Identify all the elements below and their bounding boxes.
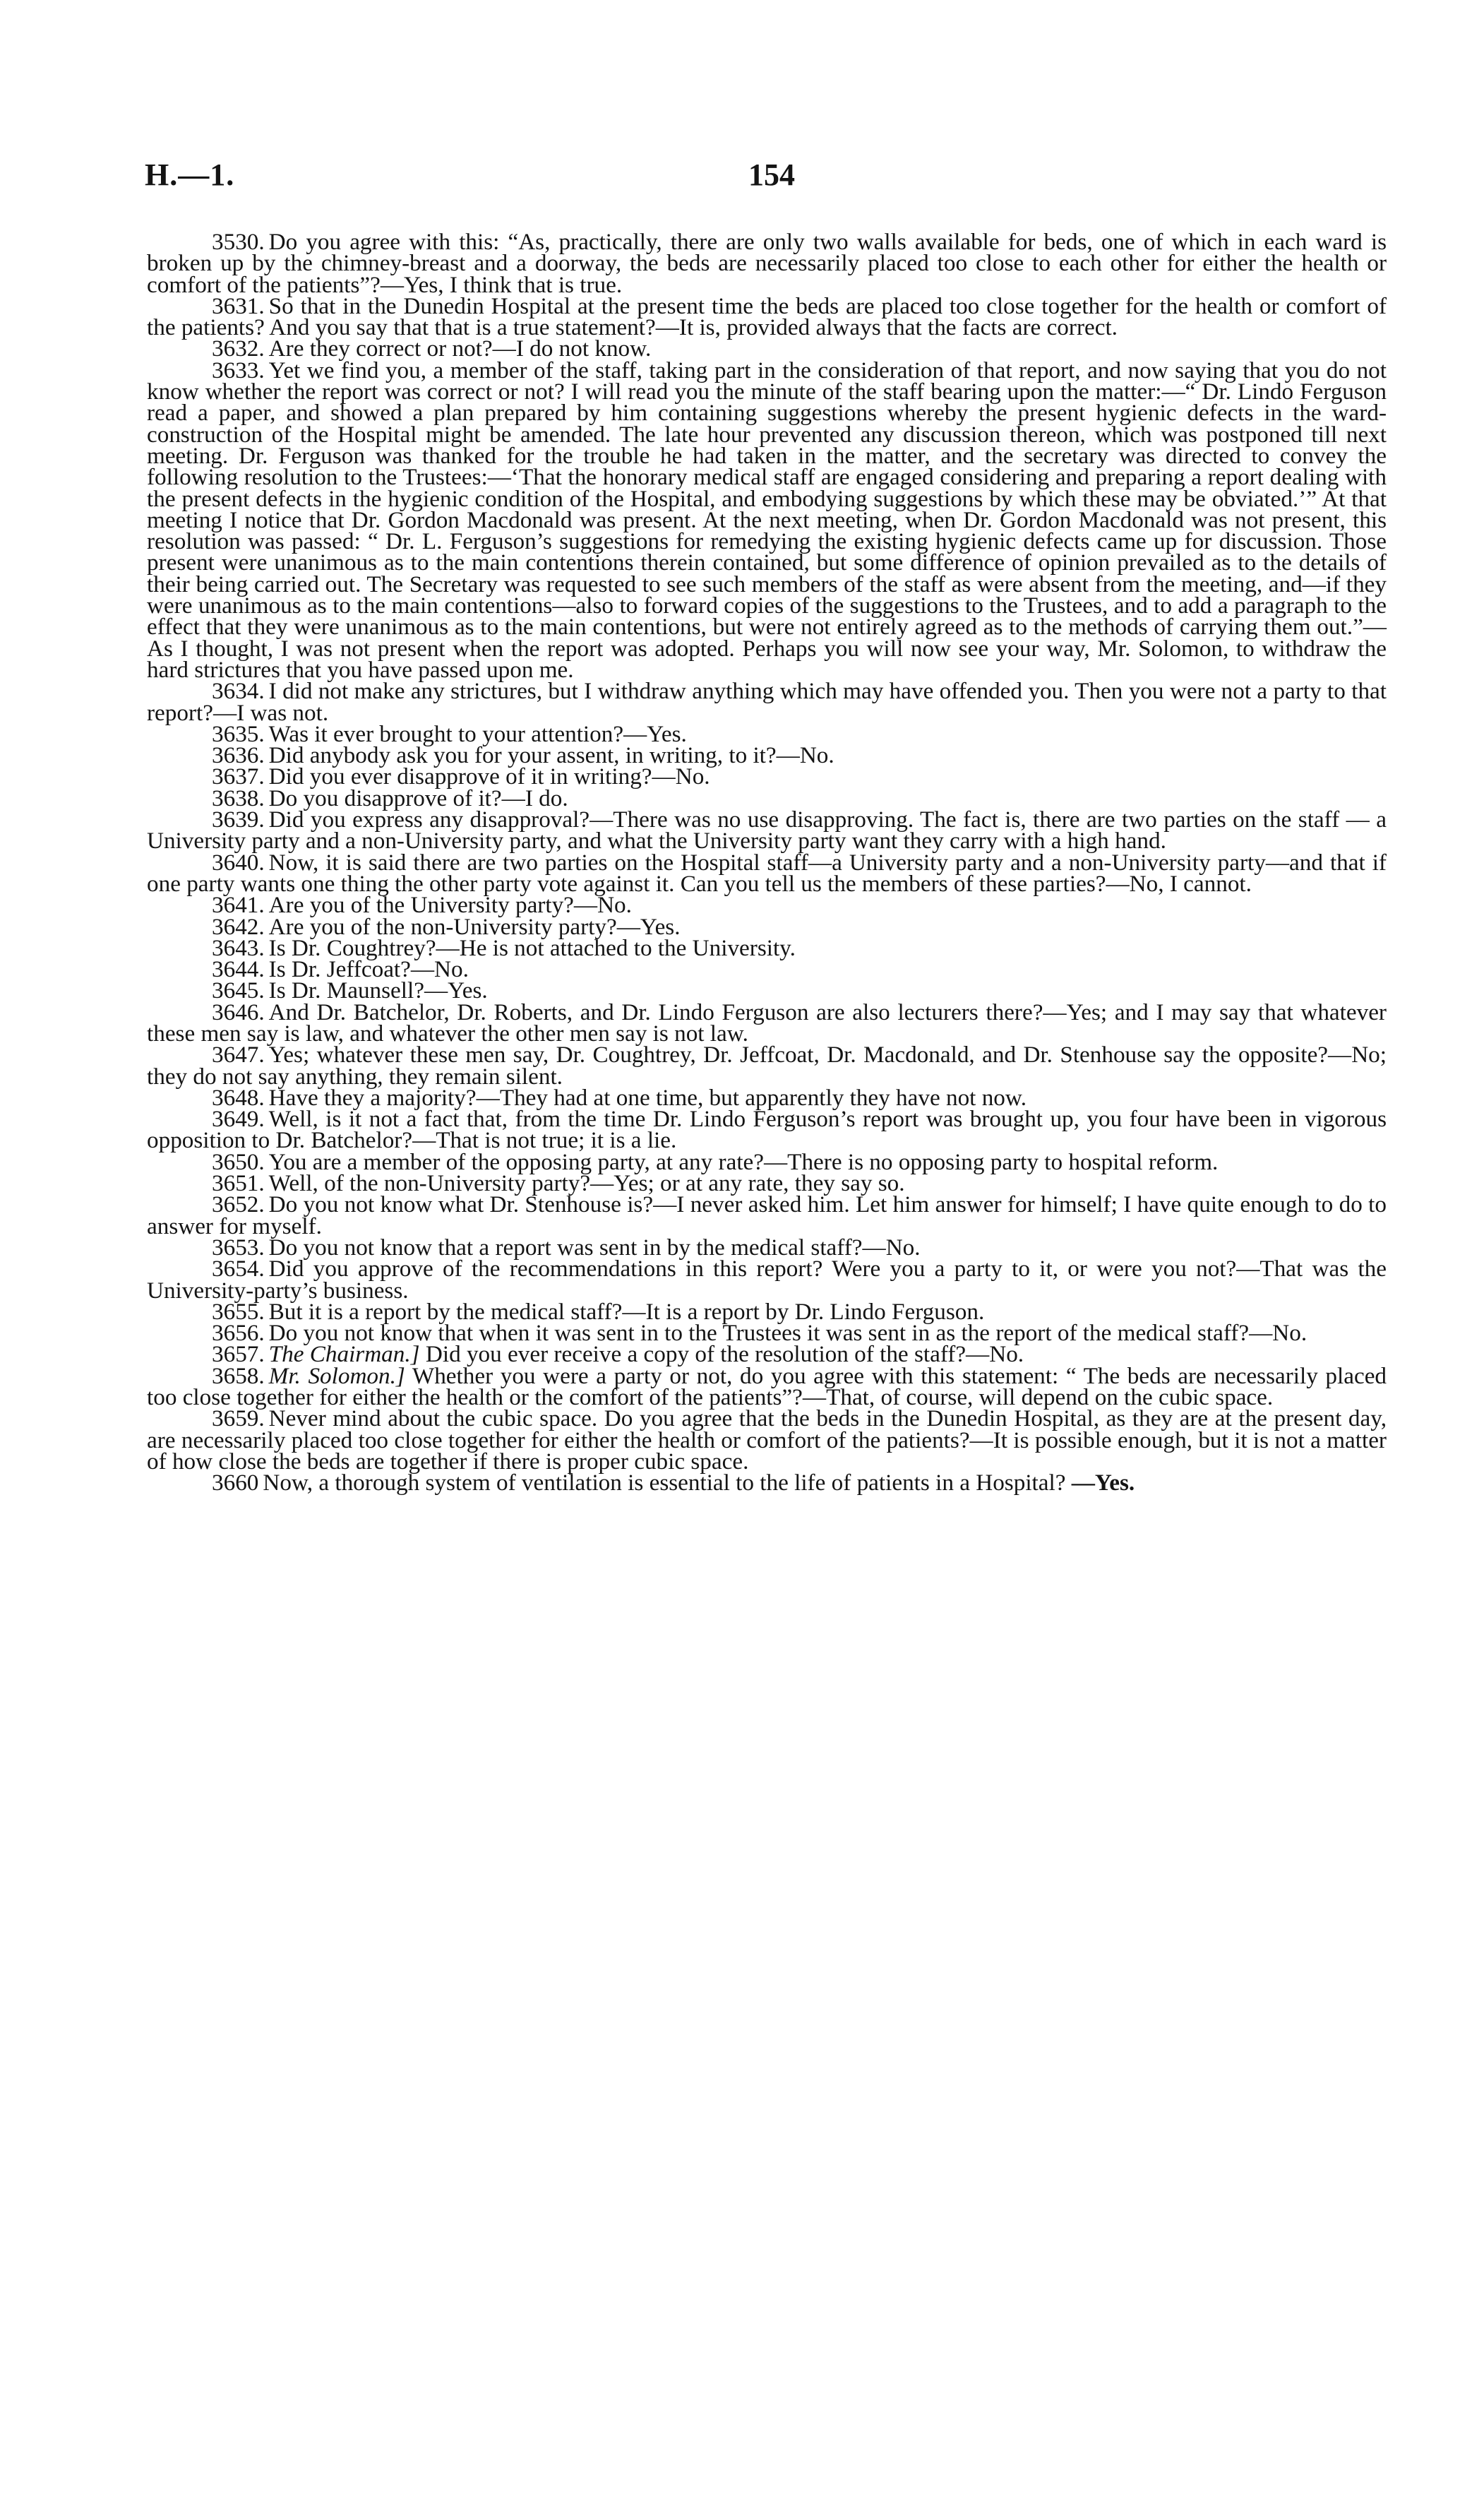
testimony-paragraph [147,357,1387,683]
question-number: 3640. [212,849,265,876]
question-answer-text: So that in the Dunedin Hospital at the present time the beds are placed too close together for the health or comfort of the patients? And you say that that is a true statement?—It is, provided always that the facts are correct. [147,292,1387,341]
question-answer-text: Do you not know that when it was sent in to the Trustees it was sent in as the report of the medical staff?—No. [268,1320,1308,1347]
question-number: 3653. [212,1234,265,1261]
testimony-paragraph [147,1258,1387,1302]
question-answer-text: Now, it is said there are two parties on the Hospital staff—a University party and a non-University party—and that if one party wants one thing the other party vote against it. Can you tell us the members of these parties?—No, I cannot. [147,849,1387,897]
question-number: 3645. [212,977,265,1004]
question-number: 3657. [212,1341,265,1368]
document-reference: H.—1. [145,157,235,192]
question-answer-text: Do you not know that a report was sent in by the medical staff?—No. [268,1234,921,1261]
question-number: 3644. [212,956,265,983]
page-header [145,157,1380,199]
testimony-paragraph [147,292,1387,341]
question-answer-text: Now, a thorough system of ventilation is essential to the life of patients in a Hospital? [263,1470,1066,1496]
question-answer-text: Never mind about the cubic space. Do you agree that the beds in the Dunedin Hospital, as they are at the present day, are necessarily placed too close together for either the health or comfort of the patients?—It is possible enough, but it is not a matter of how close the beds are together if there is proper cubic space. [147,1405,1387,1475]
question-answer-text: Did you ever disapprove of it in writing?—No. [268,763,710,790]
question-number: 3639. [212,806,265,833]
question-number: 3636. [212,742,265,769]
question-answer-text: Is Dr. Jeffcoat?—No. [268,956,469,983]
question-answer-text: Are they correct or not?—I do not know. [268,335,652,362]
question-number: 3659. [212,1405,265,1432]
testimony-paragraph [147,1405,1387,1475]
question-number: 3656. [212,1320,265,1347]
question-answer-text: Are you of the non-University party?—Yes. [268,913,681,940]
question-answer-text: Do you not know what Dr. Stenhouse is?—I never asked him. Let him answer for himself; I have quite enough to do to answer for myself. [147,1191,1387,1239]
question-answer-text: And Dr. Batchelor, Dr. Roberts, and Dr. Lindo Ferguson are also lecturers there?—Yes; and I may say that whatever these men say is law, and whatever the other men say is not law. [147,999,1387,1047]
question-answer-text: Well, of the non-University party?—Yes; or at any rate, they say so. [268,1170,905,1197]
testimony-body [147,229,1387,1496]
speaker-label: The Chairman.] [268,1341,420,1368]
testimony-paragraph [147,1472,1387,1494]
question-number: 3637. [212,763,265,790]
question-answer-text: I did not make any strictures, but I withdraw anything which may have offended you. Then you were not a party to that report?—I was not. [147,678,1387,726]
question-number: 3654. [212,1256,265,1282]
question-answer-text: But it is a report by the medical staff?—It is a report by Dr. Lindo Ferguson. [268,1298,985,1325]
question-number: 3635. [212,720,265,747]
question-number: 3648. [212,1084,265,1111]
question-answer-text: Yet we find you, a member of the staff, taking part in the consideration of that report, and now saying that you do not know whether the report was correct or not? I will read you the minute of the staff bearing upon the matter:—“ Dr. Lindo Ferguson read a paper, and showed a plan prepared by him containing suggestions whereby the present hygienic defects in the ward-construction of the Hospital might be amended. The late hour prevented any discussion thereon, which was postponed till next meeting. Dr. Ferguson was thanked for the trouble he had taken in the matter, and the secretary was directed to convey the following resolution to the Trustees:—‘That the honorary medical staff are engaged considering and preparing a report dealing with the present defects in the hygienic condition of the Hospital, and embodying suggestions by which these may be obviated.’” At that meeting I notice that Dr. Gordon Macdonald was present. At the next meeting, when Dr. Gordon Macdonald was not present, this resolution was passed: “ Dr. L. Ferguson’s suggestions for remedying the existing hygienic defects came up for discussion. Those present were unanimous as to the main contentions therein contained, but some difference of opinion prevailed as to the details of their being carried out. The Secretary was requested to see such members of the staff as were absent from the meeting, and—if they were unanimous as to the main contentions—also to forward copies of the suggestions to the Trustees, and to add a paragraph to the effect that they were unanimous as to the main contentions, but were not entirely agreed as to the methods of carrying them out.”—As I thought, I was not present when the report was adopted. Perhaps you will now see your way, Mr. Solomon, to withdraw the hard strictures that you have passed upon me. [147,357,1387,683]
question-number: 3646. [212,999,265,1025]
question-answer-text: Did you express any disapproval?—There was no use disapproving. The fact is, there are two parties on the staff — a University party and a non-University party, and what the University party want they carry with a high hand. [147,806,1387,854]
question-answer-text: Have they a majority?—They had at one time, but apparently they have not now. [268,1084,1027,1111]
testimony-paragraph [147,1044,1387,1088]
question-number: 3649. [212,1106,265,1133]
question-number: 3633. [212,357,265,383]
question-number: 3652. [212,1191,265,1218]
question-answer-text: You are a member of the opposing party, at any rate?—There is no opposing party to hospital reform. [268,1148,1219,1175]
question-answer-text: Well, is it not a fact that, from the time Dr. Lindo Ferguson’s report was brought up, you four have been in vigorous opposition to Dr. Batchelor?—That is not true; it is a lie. [147,1106,1387,1154]
question-number: 3632. [212,335,265,362]
testimony-paragraph [147,1191,1387,1239]
question-answer-text: Was it ever brought to your attention?—Yes. [268,720,687,747]
question-number: 3634. [212,678,265,705]
question-number: 3530. [212,229,265,255]
question-number: 3655. [212,1298,265,1325]
question-number: 3638. [212,785,265,811]
question-answer-text: Do you disapprove of it?—I do. [268,785,568,811]
question-answer-text: Did you ever receive a copy of the resolution of the staff?—No. [425,1341,1024,1368]
testimony-paragraph [147,229,1387,298]
speaker-label: Mr. Solomon.] [268,1362,405,1389]
question-answer-text: Did you approve of the recommendations in this report? Were you a party to it, or were you not?—That was the University-party’s business. [147,1256,1387,1304]
question-number: 3631. [212,292,265,319]
testimony-paragraph [147,678,1387,726]
question-number: 3643. [212,934,265,961]
question-answer-text: Are you of the University party?—No. [268,892,632,919]
testimony-paragraph [147,806,1387,854]
question-number: 3641. [212,892,265,919]
question-answer-text: Do you agree with this: “As, practically, there are only two walls available for beds, one of which in each ward is broken up by the chimney-breast and a doorway, the beds are necessarily placed too close to each other for either the health or comfort of the patients”?—Yes, I think that is true. [147,229,1387,298]
question-number: 3658. [212,1362,265,1389]
question-answer-text: Is Dr. Maunsell?—Yes. [268,977,488,1004]
question-answer-text: Is Dr. Coughtrey?—He is not attached to the University. [268,934,796,961]
question-answer-text: Did anybody ask you for your assent, in writing, to it?—No. [268,742,834,769]
question-number: 3660 [212,1470,259,1496]
testimony-paragraph [147,1106,1387,1154]
question-number: 3647. [212,1042,265,1068]
question-answer-text: Yes; whatever these men say, Dr. Coughtrey, Dr. Jeffcoat, Dr. Macdonald, and Dr. Stenhouse say the opposite?—No; they do not say anything, they remain silent. [147,1042,1387,1090]
testimony-paragraph [147,1362,1387,1411]
answer-text: —Yes. [1071,1470,1135,1496]
question-number: 3651. [212,1170,265,1197]
testimony-paragraph [147,849,1387,897]
page-number: 154 [748,157,795,192]
question-answer-text: Whether you were a party or not, do you agree with this statement: “ The beds are necessarily placed too close together for either the health or the comfort of the patients”?—That, of course, will depend on the cubic space. [147,1362,1387,1411]
question-number: 3650. [212,1148,265,1175]
testimony-paragraph [147,999,1387,1047]
question-number: 3642. [212,913,265,940]
